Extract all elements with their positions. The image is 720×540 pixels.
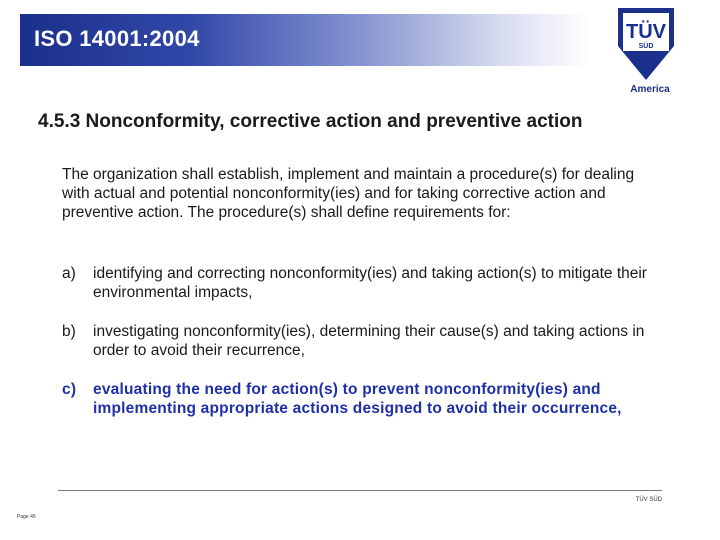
footer-divider [58, 490, 662, 491]
page-number: Page 45 [17, 514, 36, 520]
logo-region: America [630, 84, 670, 95]
list-item-highlighted [62, 380, 668, 418]
tuv-sud-logo [614, 4, 678, 84]
footer-brand: TÜV SÜD [635, 497, 662, 503]
logo-sub-text: SÜD [638, 43, 654, 50]
list-marker: a) [62, 265, 76, 282]
list-item [62, 322, 668, 360]
header-banner [20, 14, 590, 66]
section-heading: 4.5.3 Nonconformity, corrective action and preventive action [38, 111, 583, 132]
intro-paragraph: The organization shall establish, implement and maintain a procedure(s) for dealing with actual and potential nonconformity(ies) and for taking corrective action and preventive action. The procedure(s) shall define requirements for: [62, 166, 635, 221]
list-item-text: investigating nonconformity(ies), determining their cause(s) and taking actions in order to avoid their recurrence, [93, 323, 645, 359]
list-item [62, 264, 668, 302]
list-item-text: identifying and correcting nonconformity(ies) and taking action(s) to mitigate their environmental impacts, [93, 265, 647, 301]
logo-brand-text: TÜV [626, 21, 666, 43]
list-item-text: evaluating the need for action(s) to prevent nonconformity(ies) and implementing appropriate actions designed to avoid their occurrence, [93, 381, 622, 417]
list-marker: c) [62, 381, 77, 398]
slide-title: ISO 14001:2004 [34, 26, 200, 51]
list-marker: b) [62, 323, 76, 340]
